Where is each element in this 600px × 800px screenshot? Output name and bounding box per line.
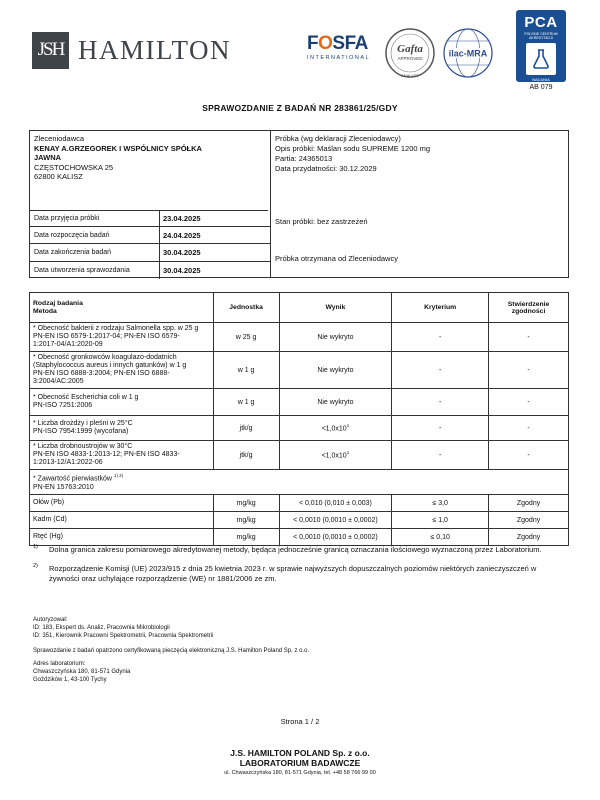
footnote — [33, 545, 563, 555]
fosfa-word-a: F — [307, 33, 319, 54]
table-row — [30, 352, 569, 389]
result-cell: < 0,010 (0,010 ± 0,003) — [279, 495, 392, 512]
result-exponent: 1 — [346, 423, 350, 429]
client-block — [34, 134, 266, 182]
header-conformity-line1: Stwierdzenie — [507, 300, 550, 308]
sample-received: Próbka otrzymana od Zleceniodawcy — [275, 254, 398, 263]
result-cell — [279, 441, 392, 470]
criterion-cell: ≤ 3,0 — [392, 495, 489, 512]
result-cell: Nie wykryto — [279, 389, 392, 416]
client-sample-box — [29, 130, 569, 278]
element-name: Ołów (Pb) — [30, 495, 214, 512]
date-label: Data przyjęcia próbki — [30, 210, 160, 226]
test-line: PN-EN ISO 6888-3:2004; PN-EN ISO 6888- — [33, 370, 170, 377]
results-table — [29, 292, 569, 546]
criterion-cell: ≤ 0,10 — [392, 529, 489, 546]
authorized-block — [33, 616, 213, 640]
table-row — [30, 529, 569, 546]
table-row — [30, 389, 569, 416]
ilac-mra-badge-icon — [441, 26, 495, 80]
lab-address-block — [33, 660, 130, 684]
group-footnote-ref: 1) 2) — [113, 473, 124, 479]
sample-description: Opis próbki: Maślan sodu SUPREME 1200 mg — [275, 144, 431, 153]
header-test — [30, 293, 214, 323]
test-line: PN-ISO 7954:1999 (wycofana) — [33, 428, 129, 435]
fosfa-logo — [307, 34, 382, 61]
table-row — [30, 441, 569, 470]
criterion-cell: - — [392, 323, 489, 352]
pca-subtitle: POLSKIE CENTRUM AKREDYTACJI — [524, 32, 558, 40]
header-conformity — [489, 293, 569, 323]
test-line: (Staphylococcus aureus i innych gatunków) w 1 g — [33, 361, 187, 369]
footnote — [33, 564, 563, 583]
test-cell — [30, 416, 214, 441]
header-criterion: Kryterium — [392, 293, 489, 323]
table-group-row — [30, 470, 569, 495]
date-label: Data utworzenia sprawozdania — [30, 262, 160, 279]
sample-label: Próbka (wg deklaracji Zleceniodawcy) — [275, 134, 401, 143]
unit-cell: w 1 g — [213, 352, 279, 389]
result-cell: Nie wykryto — [279, 323, 392, 352]
page-footer — [0, 748, 600, 778]
unit-cell: mg/kg — [213, 495, 279, 512]
footnote-number: 2) — [33, 563, 38, 569]
lab-address-line: Chwaszczyńska 180, 81-571 Gdynia — [33, 669, 131, 675]
group-title: * Zawartość pierwiastków — [33, 475, 112, 483]
client-street: CZĘSTOCHOWSKA 25 — [34, 162, 114, 172]
date-value: 23.04.2025 — [163, 213, 201, 223]
authorized-line: ID: 183, Ekspert ds. Analiz, Pracownia Mikrobiologii — [33, 625, 170, 631]
test-line: 3:2004/AC:2005 — [33, 378, 84, 386]
authorized-label: Autoryzował: — [33, 617, 68, 623]
criterion-cell: ≤ 1,0 — [392, 512, 489, 529]
fosfa-subtitle: INTERNATIONAL — [307, 55, 371, 61]
test-line: * Obecność Escherichia coli w 1 g — [33, 393, 139, 401]
conformity-cell: - — [489, 389, 569, 416]
element-name: Rtęć (Hg) — [30, 529, 214, 546]
result-exponent: 1 — [346, 450, 350, 456]
criterion-cell: - — [392, 389, 489, 416]
hamilton-logo-mark: JSH — [32, 32, 69, 69]
sample-block — [275, 134, 565, 174]
footnote-text: Dolna granica zakresu pomiarowego akredytowanej metody, będąca jednocześnie granicą oznaczania ilościowego wyznaczoną przez Laboratorium. — [49, 545, 542, 554]
lab-address-line: Goździków 1, 43-100 Tychy — [33, 677, 107, 683]
test-line: PN-ISO 7251:2006 — [33, 402, 93, 409]
unit-cell: w 25 g — [213, 323, 279, 352]
company-name: HAMILTON — [78, 34, 232, 65]
header-test-line2: Metoda — [33, 307, 57, 315]
result-cell: Nie wykryto — [279, 352, 392, 389]
conformity-cell: Zgodny — [489, 512, 569, 529]
test-cell — [30, 389, 214, 416]
test-line: * Liczba drobnoustrojów w 30°C — [33, 442, 133, 450]
conformity-cell: - — [489, 352, 569, 389]
report-title: SPRAWOZDANIE Z BADAŃ NR 283861/25/GDY — [202, 103, 398, 113]
element-name: Kadm (Cd) — [30, 512, 214, 529]
date-value: 30.04.2025 — [163, 265, 201, 275]
flask-icon — [526, 43, 556, 75]
header-result: Wynik — [279, 293, 392, 323]
gafta-word: Gafta — [397, 43, 423, 55]
table-row — [30, 323, 569, 352]
gafta-analyst: ANALYST — [401, 73, 419, 78]
fosfa-word-o: O — [318, 33, 333, 54]
fosfa-word-b: SFA — [332, 33, 368, 54]
result-cell: < 0,0010 (0,0010 ± 0,0002) — [279, 512, 392, 529]
result-value: <1,0x10 — [321, 452, 347, 460]
pca-accreditation-badge — [516, 10, 566, 82]
client-city: 62800 KALISZ — [34, 172, 83, 181]
criterion-cell: - — [392, 352, 489, 389]
result-cell: < 0,0010 (0,0010 ± 0,0002) — [279, 529, 392, 546]
date-row — [30, 210, 270, 227]
test-line: * Liczba drożdży i pleśni w 25°C — [33, 419, 133, 427]
gafta-approved: APPROVED — [397, 56, 423, 61]
unit-cell: mg/kg — [213, 512, 279, 529]
date-row — [30, 227, 270, 244]
footer-company: J.S. HAMILTON POLAND Sp. z o.o. — [230, 748, 370, 758]
test-line: 1:2017-04/A1:2020-09 — [33, 341, 103, 349]
test-line: 1:2013-12/A1:2022-06 — [33, 459, 103, 467]
result-value: <1,0x10 — [321, 425, 347, 433]
test-cell — [30, 441, 214, 470]
unit-cell: w 1 g — [213, 389, 279, 416]
header-test-line1: Rodzaj badania — [33, 299, 83, 307]
date-value: 24.04.2025 — [163, 230, 201, 240]
unit-cell: mg/kg — [213, 529, 279, 546]
page-number: Strona 1 / 2 — [280, 717, 320, 726]
conformity-cell: Zgodny — [489, 529, 569, 546]
test-line: PN-EN ISO 6579-1:2017-04; PN-EN ISO 6579- — [33, 332, 180, 340]
unit-cell: jtk/g — [213, 416, 279, 441]
unit-cell: jtk/g — [213, 441, 279, 470]
table-row — [30, 416, 569, 441]
footnote-text: Rozporządzenie Komisji (UE) 2023/915 z dnia 25 kwietnia 2023 r. w sprawie najwyższych dopuszczalnych poziomów niektórych zanieczyszczeń w żywności oraz uchylające rozporządzenie (WE) nr 1881/2006 ze zm. — [49, 564, 537, 583]
table-row — [30, 495, 569, 512]
ilac-word: ilac-MRA — [448, 48, 488, 59]
footer-lab: LABORATORIUM BADAWCZE — [239, 758, 361, 768]
test-line: PN-EN ISO 4833-1:2013-12; PN-EN ISO 4833- — [33, 450, 180, 458]
gafta-badge-icon — [383, 26, 437, 80]
lab-address-label: Adres laboratorium: — [33, 661, 86, 667]
criterion-cell: - — [392, 416, 489, 441]
criterion-cell: - — [392, 441, 489, 470]
test-line: * Obecność gronkowców koagulazo-dodatnich — [33, 353, 177, 361]
client-name-line2: JAWNA — [34, 153, 62, 162]
sample-expiry: Data przydatności: 30.12.2029 — [275, 164, 377, 173]
date-row — [30, 244, 270, 261]
accreditation-code: AB 079 — [529, 84, 553, 91]
conformity-cell: - — [489, 323, 569, 352]
date-label: Data rozpoczęcia badań — [30, 227, 160, 243]
header-conformity-line2: zgodności — [511, 307, 546, 315]
date-value: 30.04.2025 — [163, 247, 201, 257]
test-cell — [30, 323, 214, 352]
date-label: Data zakończenia badań — [30, 244, 160, 260]
group-cell — [30, 470, 569, 495]
result-cell — [279, 416, 392, 441]
client-label: Zleceniodawca — [34, 134, 85, 143]
pca-word: PCA — [524, 14, 558, 31]
client-name-line1: KENAY A.GRZEGOREK I WSPÓLNICY SPÓŁKA — [34, 143, 202, 153]
signature-note: Sprawozdanie z badań opatrzono certyfikowaną pieczęcią elektroniczną J.S. Hamilton Poland Sp. z o.o. — [33, 648, 310, 654]
hamilton-logo — [32, 31, 231, 69]
pca-badania: BADANIA — [532, 77, 550, 82]
sample-batch: Partia: 24365013 — [275, 154, 333, 163]
conformity-cell: - — [489, 441, 569, 470]
conformity-cell: - — [489, 416, 569, 441]
header-unit: Jednostka — [213, 293, 279, 323]
footnote-number: 1) — [33, 544, 38, 550]
dates-table — [30, 210, 270, 279]
table-header-row — [30, 293, 569, 323]
test-cell — [30, 352, 214, 389]
group-method: PN-EN 15763:2010 — [33, 483, 94, 491]
sample-state: Stan próbki: bez zastrzeżeń — [275, 217, 368, 226]
table-row — [30, 512, 569, 529]
date-row — [30, 262, 270, 279]
test-line: * Obecność bakterii z rodzaju Salmonella spp. w 25 g — [33, 324, 199, 332]
conformity-cell: Zgodny — [489, 495, 569, 512]
authorized-line: ID: 351, Kierownik Pracowni Spektrometrii, Pracownia Spektrometrii — [33, 633, 214, 639]
footer-address: ul. Chwaszczyńska 180, 81-571 Gdynia, tel. +48 58 766 99 00 — [224, 770, 376, 776]
